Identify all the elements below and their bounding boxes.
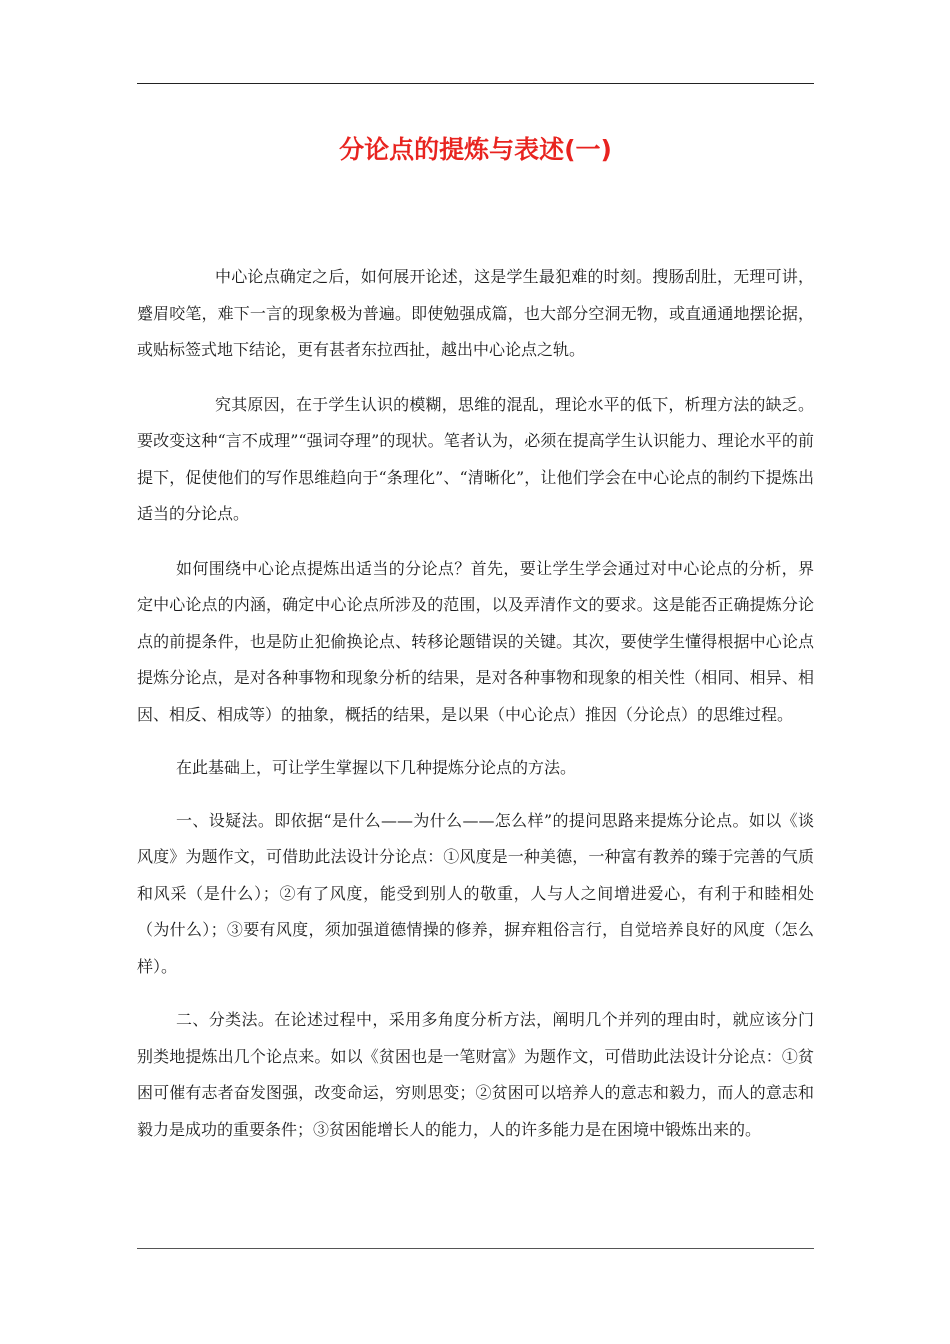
paragraph-6: 二、分类法。在论述过程中，采用多角度分析方法，阐明几个并列的理由时，就应该分门别类地提炼出几个论点来。如以《贫困也是一笔财富》为题作文，可借助此法设计分论点：①贫困可催有志者奋发图强，改变命运，穷则思变；②贫困可以培养人的意志和毅力，而人的意志和毅力是成功的重要条件；③贫困能增长人的能力，人的许多能力是在困境中锻炼出来的。 bbox=[137, 1010, 814, 1139]
article-body bbox=[137, 259, 814, 1148]
paragraph-4: 在此基础上，可让学生掌握以下几种提炼分论点的方法。 bbox=[176, 758, 577, 777]
page-title: 分论点的提炼与表述(一) bbox=[339, 135, 612, 164]
paragraph-2: 究其原因，在于学生认识的模糊，思维的混乱，理论水平的低下，析理方法的缺乏。要改变这种“言不成理”“强词夺理”的现状。笔者认为，必须在提高学生认识能力、理论水平的前提下，促使他们的写作思维趋向于“条理化”、“清晰化”，让他们学会在中心论点的制约下提炼出适当的分论点。 bbox=[137, 394, 814, 523]
footer-rule bbox=[137, 1248, 814, 1249]
paragraph-5: 一、设疑法。即依据“是什么——为什么——怎么样”的提问思路来提炼分论点。如以《谈风度》为题作文，可借助此法设计分论点：①风度是一种美德，一种富有教养的臻于完善的气质和风采（是什么）；②有了风度，能受到别人的敬重，人与人之间增进爱心，有利于和睦相处（为什么）；③要有风度，须加强道德情操的修养，摒弃粗俗言行，自觉培养良好的风度（怎么样）。 bbox=[137, 810, 814, 976]
header-rule bbox=[137, 83, 814, 84]
paragraph-1: 中心论点确定之后，如何展开论述，这是学生最犯难的时刻。搜肠刮肚，无理可讲，蹙眉咬笔，难下一言的现象极为普遍。即使勉强成篇，也大部分空洞无物，或直通通地摆论据，或贴标签式地下结论，更有甚者东拉西扯，越出中心论点之轨。 bbox=[137, 267, 814, 359]
paragraph-3: 如何围绕中心论点提炼出适当的分论点？首先，要让学生学会通过对中心论点的分析，界定中心论点的内涵，确定中心论点所涉及的范围，以及弄清作文的要求。这是能否正确提炼分论点的前提条件，也是防止犯偷换论点、转移论题错误的关键。其次，要使学生懂得根据中心论点提炼分论点，是对各种事物和现象分析的结果，是对各种事物和现象的相关性（相同、相异、相因、相反、相成等）的抽象，概括的结果，是以果（中心论点）推因（分论点）的思维过程。 bbox=[137, 558, 814, 724]
